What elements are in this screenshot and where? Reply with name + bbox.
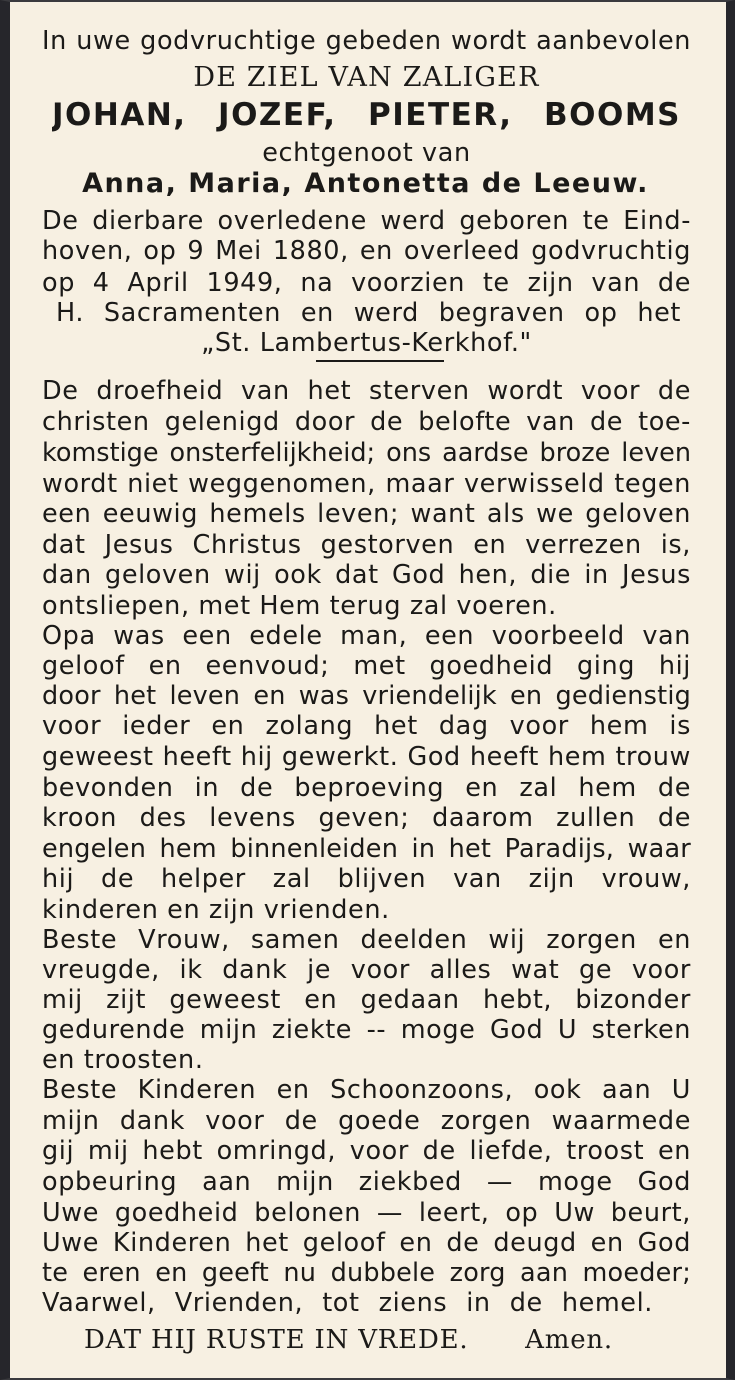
body-line: Beste Kinderen en Schoonzoons, ook aan U (42, 1075, 691, 1105)
body-line: Opa was een edele man, een voorbeeld van (42, 621, 691, 651)
bio-line: „St. Lambertus-Kerkhof." (201, 328, 532, 358)
bio-line: op 4 April 1949, na voorzien te zijn van de (42, 268, 691, 298)
spouse-name: Anna, Maria, Antonetta de Leeuw. (82, 168, 649, 199)
body-line: gij mij hebt omringd, voor de liefde, troost en (42, 1136, 691, 1166)
bio-line: H. Sacramenten en werd begraven op het (56, 298, 681, 328)
body-line: bevonden in de beproeving en zal hem de (42, 773, 691, 803)
body-line: Uwe goedheid belonen — leert, op Uw beurt, (42, 1198, 691, 1228)
body-line: en troosten. (42, 1045, 204, 1075)
body-line: christen gelenigd door de belofte van de toe- (42, 407, 691, 437)
body-line: engelen hem binnenleiden in het Paradijs, waar (42, 834, 691, 864)
body-line: De droefheid van het sterven wordt voor de (42, 376, 691, 406)
divider-rule (316, 360, 444, 362)
body-line: kinderen en zijn vrienden. (42, 895, 390, 925)
body-line: Uwe Kinderen het geloof en de deugd en God (42, 1228, 691, 1258)
body-line: hij de helper zal blijven van zijn vrouw, (42, 864, 691, 894)
body-line: ontsliepen, met Hem terug zal voeren. (42, 591, 557, 621)
amen-text: Amen. (525, 1325, 613, 1355)
body-line: Vaarwel, Vrienden, tot ziens in de hemel. (42, 1288, 653, 1318)
body-line: dat Jesus Christus gestorven en verrezen is, (42, 530, 691, 560)
body-line: wordt niet weggenomen, maar verwisseld tegen (42, 469, 691, 499)
body-line: geloof en eenvoud; met goedheid ging hij (42, 651, 691, 681)
body-line: te eren en geeft nu dubbele zorg aan moeder; (42, 1258, 691, 1288)
bio-line: De dierbare overledene werd geboren te Eind- (42, 206, 691, 236)
body-line: gedurende mijn ziekte -- moge God U sterken (42, 1015, 691, 1045)
soul-heading: DE ZIEL VAN ZALIGER (193, 63, 540, 93)
body-line: opbeuring aan mijn ziekbed — moge God (42, 1167, 691, 1197)
body-line: door het leven en was vriendelijk en gedienstig (42, 681, 691, 711)
body-line: komstige onsterfelijkheid; ons aardse broze leven (42, 438, 691, 468)
body-line: mijn dank voor de goede zorgen waarmede (42, 1106, 691, 1136)
body-line: mij zijt geweest en gedaan hebt, bizonder (42, 985, 691, 1015)
rest-in-peace-text: DAT HIJ RUSTE IN VREDE. (84, 1325, 469, 1355)
bio-line: hoven, op 9 Mei 1880, en overleed godvruchtig (42, 236, 691, 266)
closing-line (84, 1324, 613, 1358)
body-line: vreugde, ik dank je voor alles wat ge voor (42, 955, 691, 985)
body-line: Beste Vrouw, samen deelden wij zorgen en (42, 925, 691, 955)
body-line: een eeuwig hemels leven; want als we geloven (42, 499, 691, 529)
intro-line: In uwe godvruchtige gebeden wordt aanbevolen (42, 26, 691, 56)
body-line: kroon des levens geven; daarom zullen de (42, 803, 691, 833)
body-line: voor ieder en zolang het dag voor hem is (42, 711, 691, 741)
body-line: geweest heeft hij gewerkt. God heeft hem trouw (42, 742, 691, 772)
relation-text: echtgenoot van (262, 138, 471, 168)
body-line: dan geloven wij ook dat God hen, die in Jesus (42, 560, 691, 590)
deceased-name: JOHAN, JOZEF, PIETER, BOOMS (52, 98, 681, 133)
